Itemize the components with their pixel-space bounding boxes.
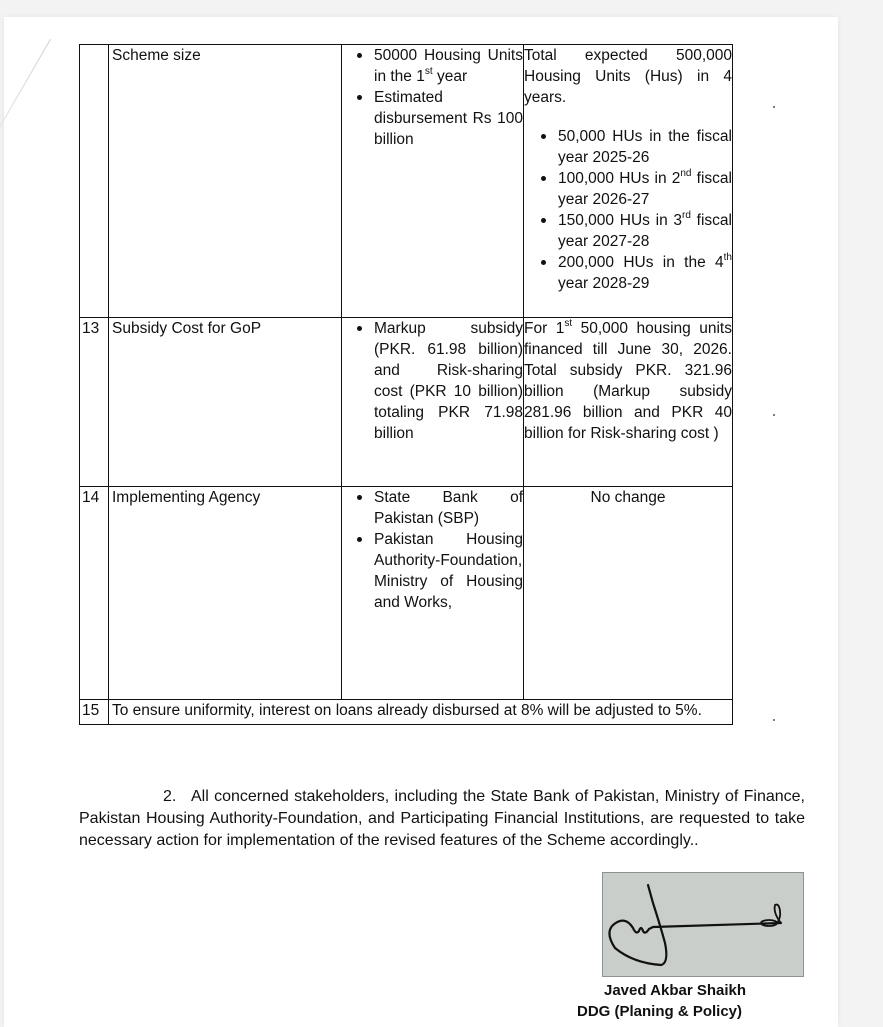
table-row-subsidy-cost: [80, 318, 733, 487]
row-text: To ensure uniformity, interest on loans already disbursed at 8% will be adjusted to 5%.: [109, 700, 733, 725]
row-label: Scheme size: [109, 45, 342, 318]
revised-feature-cell: For 1st 50,000 housing units financed till June 30, 2026. Total subsidy PKR. 321.96 billion (Markup subsidy 281.96 billion and PKR 40 billion for Risk-sharing cost ): [524, 318, 733, 487]
list-item: 150,000 HUs in 3rd fiscal year 2027-28: [558, 210, 732, 250]
paragraph-number: 2.: [163, 788, 177, 805]
paragraph-text: All concerned stakeholders, including the State Bank of Pakistan, Ministry of Finance, Pakistan Housing Authority-Foundation, and Participating Financial Institutions, are requested to take necessary action for implementation of the revised features of the Scheme accordingly..: [79, 788, 805, 849]
paper-fold-mark: [0, 39, 51, 152]
table-row-interest-adjustment: [80, 700, 733, 725]
existing-feature-cell: [342, 45, 524, 318]
list-item: Estimated disbursement Rs 100 billion: [374, 89, 523, 148]
table-row-scheme-size: [80, 45, 733, 318]
list-item: State Bank of Pakistan (SBP): [374, 489, 523, 527]
list-item: Pakistan Housing Authority-Foundation, Ministry of Housing and Works,: [374, 531, 523, 611]
list-item: 200,000 HUs in the 4th year 2028-29: [558, 252, 732, 292]
signature-image: [602, 872, 804, 977]
row-number: 14: [80, 487, 109, 700]
revised-feature-cell: No change: [524, 487, 733, 700]
existing-feature-cell: [342, 487, 524, 700]
instruction-paragraph: [79, 786, 805, 852]
list-item: 50000 Housing Units in the 1st year: [374, 47, 523, 85]
margin-dot: [773, 719, 775, 721]
row-label: Subsidy Cost for GoP: [109, 318, 342, 487]
row-label: Implementing Agency: [109, 487, 342, 700]
list-item: 100,000 HUs in 2nd fiscal year 2026-27: [558, 168, 732, 208]
scheme-features-table: [79, 44, 733, 725]
existing-feature-cell: [342, 318, 524, 487]
row-number: 15: [80, 700, 109, 725]
row-number: [80, 45, 109, 318]
margin-dot: [773, 106, 775, 108]
list-item: Markup subsidy (PKR. 61.98 billion) and Risk-sharing cost (PKR 10 billion) totaling PKR 71.98 billion: [374, 320, 523, 442]
signatory-name: Javed Akbar Shaikh: [604, 982, 747, 999]
revised-intro: Total expected 500,000 Housing Units (Hus) in 4 years.: [524, 47, 732, 106]
row-number: 13: [80, 318, 109, 487]
margin-dot: [773, 414, 775, 416]
list-item: 50,000 HUs in the fiscal year 2025-26: [558, 128, 732, 166]
table-row-implementing-agency: [80, 487, 733, 700]
signature-scribble-icon: [603, 873, 803, 976]
signatory-title: DDG (Planing & Policy): [577, 1003, 743, 1020]
revised-feature-cell: [524, 45, 733, 318]
